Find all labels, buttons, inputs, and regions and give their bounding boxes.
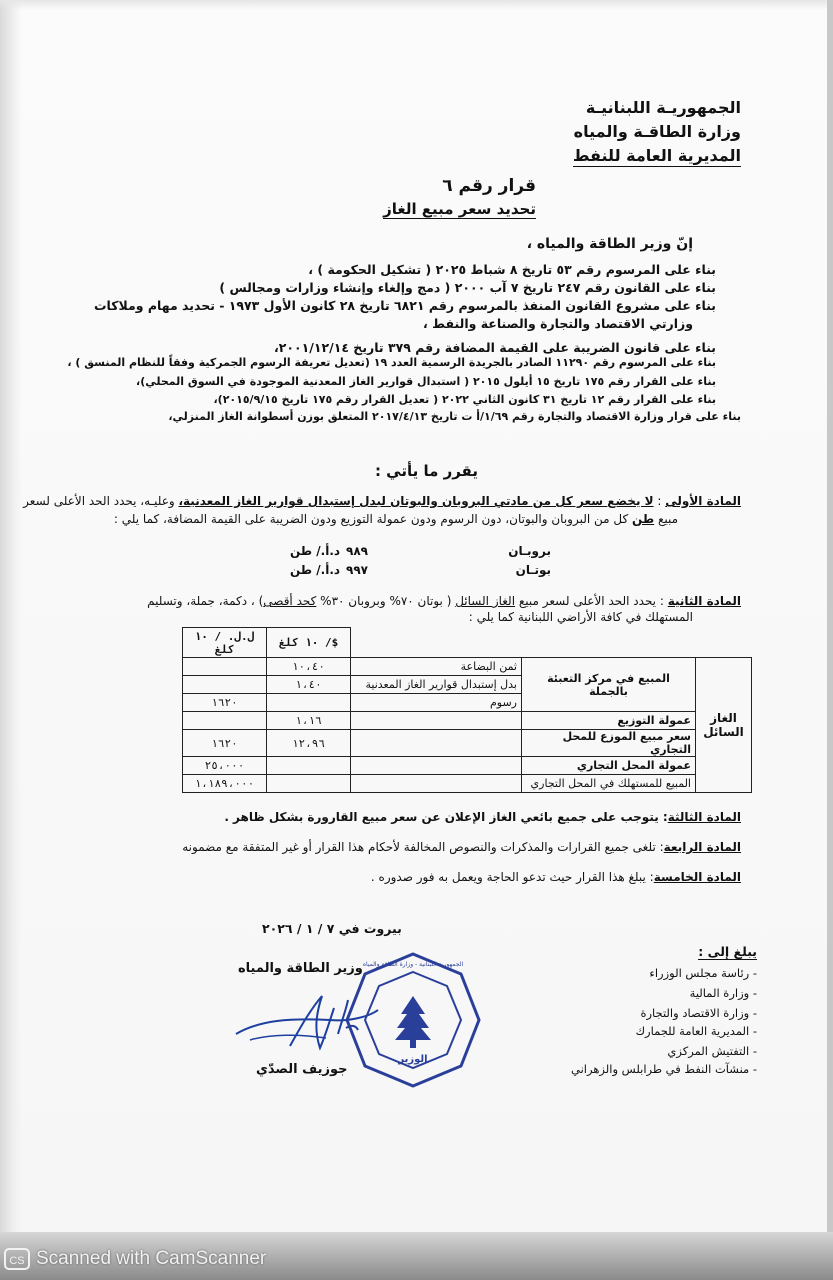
- row-distribution-commission-blank: [351, 712, 522, 730]
- notify-item: - وزارة المالية: [689, 986, 757, 1000]
- row-distributor-price-usd: ١٢،٩٦: [267, 730, 351, 757]
- article1-line1: [23, 494, 741, 508]
- article5: [371, 870, 741, 884]
- group-wholesale: المبيع في مركز التعبئة بالجملة: [522, 658, 696, 712]
- row-goods-price-usd: ١٠،٤٠: [267, 658, 351, 676]
- header-ministry: وزارة الطاقـة والمياه: [573, 122, 741, 141]
- row-fees-label: رسوم: [351, 694, 522, 712]
- signature-place-date: بيروت في ٧ / ١ / ٢٠٢٦: [262, 921, 402, 936]
- row-cylinder-replacement-label: بدل إستبدال قوارير الغاز المعدنية: [351, 676, 522, 694]
- decision-subject: تحديد سعر مبيع الغاز: [383, 200, 536, 218]
- table-header-empty: [351, 628, 752, 658]
- stamp-outer-text: الجمهورية اللبنانية - وزارة الطاقة والمياه: [362, 961, 464, 968]
- article2-b: ( بوتان ٧٠% وبروبان ٣٠%: [316, 594, 456, 608]
- header-directorate: المديرية العامة للنفط: [572, 146, 741, 165]
- article1-line2-b: كل من البروبان والبوتان، دون الرسوم ودون عمولة التوزيع ودون الضريبة على القيمة المضافة، كما يلي :: [113, 512, 633, 526]
- row-shop-commission-label: عمولة المحل التجاري: [522, 757, 696, 775]
- article1-line2-a: مبيع: [654, 512, 678, 526]
- preamble-line: بناء على القرار رقم ١٢ تاريخ ٣١ كانون الثاني ٢٠٢٢ ( تعديل القرار رقم ١٧٥ تاريخ ٢٠١٥/٩/١٥)،: [213, 393, 716, 406]
- page-edge-right: [827, 0, 833, 1240]
- preamble-line: بناء على قانون الضريبة على القيمة المضافة رقم ٣٧٩ تاريخ ٢٠٠١/١٢/١٤،: [274, 340, 716, 355]
- price-propane-value: ٩٨٩: [346, 544, 368, 558]
- product-liquid-gas: الغاز السائل: [696, 658, 752, 793]
- row-distribution-commission-lbp: [183, 712, 267, 730]
- article2-line1: [147, 594, 741, 608]
- article2-a: : يحدد الحد الأعلى لسعر مبيع: [515, 594, 668, 608]
- row-goods-price-lbp: [183, 658, 267, 676]
- article1-bold: لا يخضع سعر كل من مادتي البروبان والبوتان لبدل إستبدال قوارير الغاز المعدنية،: [178, 494, 654, 508]
- article4-label: المادة الرابعة: [663, 840, 741, 854]
- article2-line2: المستهلك في كافة الأراضي اللبنانية كما يلي :: [468, 610, 693, 624]
- article2-c: ) ، دكمة، جملة، وتسليم: [147, 594, 264, 608]
- preamble-line: بناء على المرسوم رقم ١١٢٩٠ الصادر بالجريدة الرسمية العدد ١٩ (تعديل تعريفة الرسوم الجمركية وفقاً للنظام المنسق ) ،: [67, 356, 716, 369]
- preamble-line: بناء على القانون رقم ٢٤٧ تاريخ ٧ آب ٢٠٠٠ ( دمج وإلغاء وإنشاء وزارات ومجالس ): [219, 280, 716, 295]
- table-header-usd: $/ ١٠ كلغ: [267, 628, 351, 658]
- row-fees-usd: [267, 694, 351, 712]
- price-butane-unit: د.أ./ طن: [290, 563, 341, 577]
- notify-title: يبلغ إلى :: [698, 944, 757, 959]
- article1-line2: [114, 512, 678, 526]
- row-distribution-commission-usd: ١،١٦: [267, 712, 351, 730]
- row-cylinder-replacement-usd: ١،٤٠: [267, 676, 351, 694]
- article3-text: : يتوجب على جميع بائعي الغاز الإعلان عن سعر مبيع القارورة بشكل ظاهر .: [224, 810, 668, 824]
- page-shadow-left: [0, 0, 22, 1240]
- preamble-line: بناء على قرار وزارة الاقتصاد والتجارة رقم ١/٦٩/أ ت تاريخ ٢٠١٧/٤/١٣ المتعلق بوزن أسطوانة الغاز المنزلي،: [168, 410, 741, 423]
- row-cylinder-replacement-lbp: [183, 676, 267, 694]
- page-shadow-top: [0, 0, 833, 10]
- row-distributor-price-blank: [351, 730, 522, 757]
- article4-text: : تلغى جميع القرارات والمذكرات والنصوص المخالفة لأحكام هذا القرار أو غير المتفقة مع مضمونه: [182, 840, 664, 854]
- price-butane-name: بوتـان: [515, 563, 551, 577]
- preamble-line: وزارتي الاقتصاد والتجارة والصناعة والنفط ،: [423, 316, 693, 331]
- row-shop-commission-usd: [267, 757, 351, 775]
- row-consumer-price-label: المبيع للمستهلك في المحل التجاري: [522, 775, 696, 793]
- article1-rest: وعليـه، يحدد الحد الأعلى لسعر: [23, 494, 179, 508]
- header-republic: الجمهوريـة اللبنانيـة: [585, 98, 741, 117]
- preamble-minister: إنّ وزير الطاقة والمياه ،: [526, 236, 693, 252]
- article5-label: المادة الخامسة: [653, 870, 741, 884]
- row-distributor-price-lbp: ١٦٢٠: [183, 730, 267, 757]
- row-goods-price-label: ثمن البضاعة: [351, 658, 522, 676]
- preamble-line: بناء على مشروع القانون المنفذ بالمرسوم رقم ٦٨٢١ تاريخ ٢٨ كانون الأول ١٩٧٣ - تحديد مهام وملاكات: [93, 298, 716, 313]
- camscanner-logo-icon: [4, 1248, 30, 1270]
- article1-ton: طن: [632, 512, 655, 526]
- article4: [182, 840, 741, 854]
- row-fees-lbp: ١٦٢٠: [183, 694, 267, 712]
- article1-label: المادة الأولى: [665, 494, 741, 508]
- signature-role: وزير الطاقة والمياه: [238, 961, 363, 976]
- article1-sep: :: [653, 494, 666, 508]
- notify-item: - وزارة الاقتصاد والتجارة: [640, 1006, 757, 1020]
- official-stamp: [343, 950, 483, 1090]
- row-shop-commission-lbp: ٢٥،٠٠٠: [183, 757, 267, 775]
- article5-text: : يبلغ هذا القرار حيث تدعو الحاجة ويعمل به فور صدوره .: [370, 870, 654, 884]
- row-consumer-price-usd: [267, 775, 351, 793]
- stamp-inner-text: الوزير: [398, 1054, 428, 1065]
- preamble-line: بناء على القرار رقم ١٧٥ تاريخ ١٥ أيلول ٢٠١٥ ( استبدال قوارير الغاز المعدنية الموجودة في السوق المحلي)،: [136, 375, 716, 388]
- price-butane-value: ٩٩٧: [346, 563, 368, 577]
- row-distributor-price-label: سعر مبيع الموزع للمحل التجاري: [522, 730, 696, 757]
- price-propane-unit: د.أ./ طن: [290, 544, 341, 558]
- decision-number: قرار رقم ٦: [442, 176, 536, 196]
- row-consumer-price-blank: [351, 775, 522, 793]
- row-distribution-commission-label: عمولة التوزيع: [522, 712, 696, 730]
- row-shop-commission-blank: [351, 757, 522, 775]
- notify-item: - التفتيش المركزي: [667, 1044, 757, 1058]
- decides-heading: يقرر ما يأتي :: [374, 462, 478, 480]
- article3: [224, 810, 741, 824]
- notify-item: - رئاسة مجلس الوزراء: [649, 966, 757, 980]
- row-consumer-price-lbp: ١،١٨٩،٠٠٠: [183, 775, 267, 793]
- camscanner-logo-text: CS: [9, 1255, 25, 1267]
- article2-liquid-gas: الغاز السائل: [455, 594, 516, 608]
- signature-name: جوزيف الصدّي: [256, 1062, 348, 1077]
- article3-label: المادة الثالثة: [667, 810, 741, 824]
- gas-price-table: [182, 627, 752, 793]
- article2-label: المادة الثانية: [667, 594, 741, 608]
- notify-item: - المديرية العامة للجمارك: [635, 1024, 757, 1038]
- preamble-line: بناء على المرسوم رقم ٥٣ تاريخ ٨ شباط ٢٠٢٥ ( تشكيل الحكومة ) ،: [308, 262, 716, 277]
- camscanner-watermark: Scanned with CamScanner: [36, 1248, 267, 1269]
- price-propane-name: بروبـان: [508, 544, 551, 558]
- table-header-lbp: ل.ل. / ١٠ كلغ: [183, 628, 267, 658]
- notify-item: - منشآت النفط في طرابلس والزهراني: [571, 1062, 757, 1076]
- article2-max: كحد أقصى: [263, 594, 317, 608]
